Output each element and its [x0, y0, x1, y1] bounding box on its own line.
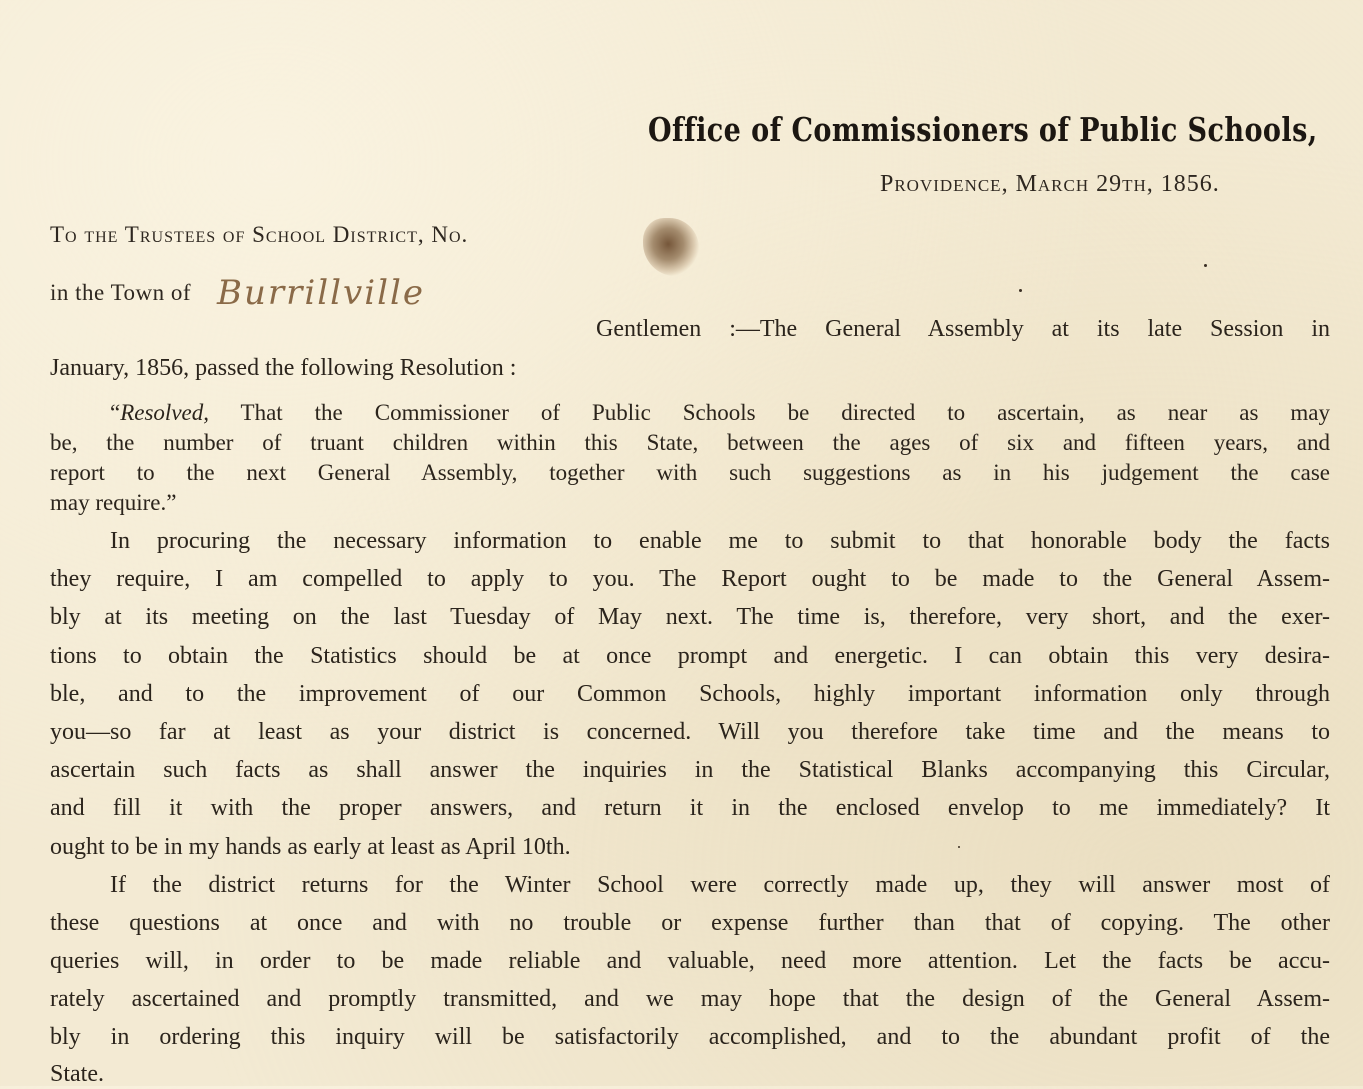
addressee-line-2 — [50, 269, 426, 313]
paragraph2-line: queries will, in order to be made reliable and valuable, need more attention. Let the facts be accu- — [50, 948, 1330, 974]
paragraph2-line: these questions at once and with no trouble or expense further than that of copying. The other — [50, 910, 1330, 936]
resolved-word: Resolved, — [120, 400, 209, 425]
resolution-line: report to the next General Assembly, together with such suggestions as in his judgement the case — [50, 460, 1330, 485]
resolution-line — [110, 398, 1330, 428]
salutation-line: January, 1856, passed the following Resolution : — [50, 355, 517, 381]
town-label: in the Town of — [50, 280, 192, 305]
paragraph2-line: rately ascertained and promptly transmitted, and we may hope that the design of the General Assem- — [50, 986, 1330, 1012]
paragraph2-line: If the district returns for the Winter School were correctly made up, they will answer most of — [110, 872, 1330, 898]
paper-speck — [958, 846, 960, 848]
resolution-line-1-text: That the Commissioner of Public Schools be directed to ascertain, as near as may — [208, 400, 1330, 425]
quote-mark: “ — [110, 400, 121, 425]
paragraph1-line: tions to obtain the Statistics should be at once prompt and energetic. I can obtain this very desira- — [50, 643, 1330, 669]
paragraph1-line: ought to be in my hands as early at least as April 10th. — [50, 834, 571, 860]
paragraph1-line: they require, I am compelled to apply to you. The Report ought to be made to the General Assem- — [50, 566, 1330, 592]
paragraph2-line: bly in ordering this inquiry will be satisfactorily accomplished, and to the abundant profit of the — [50, 1024, 1330, 1050]
handwritten-town-name: Burrillville — [217, 273, 426, 313]
letterhead-title: Office of Commissioners of Public Schools, — [648, 110, 1318, 149]
dateline: Providence, March 29th, 1856. — [880, 171, 1220, 197]
paragraph1-line: and fill it with the proper answers, and return it in the enclosed envelop to me immediately? It — [50, 795, 1330, 821]
salutation-line: Gentlemen :—The General Assembly at its late Session in — [596, 316, 1330, 342]
paper-speck — [1019, 289, 1022, 292]
addressee-line-1: To the Trustees of School District, No. — [50, 222, 469, 247]
paragraph1-line: ascertain such facts as shall answer the inquiries in the Statistical Blanks accompanying this Circular, — [50, 757, 1330, 783]
paragraph1-line: In procuring the necessary information to enable me to submit to that honorable body the facts — [110, 528, 1330, 554]
paragraph1-line: ble, and to the improvement of our Common Schools, highly important information only through — [50, 681, 1330, 707]
paragraph1-line: you—so far at least as your district is concerned. Will you therefore take time and the means to — [50, 719, 1330, 745]
resolution-line: be, the number of truant children within this State, between the ages of six and fifteen years, and — [50, 430, 1330, 455]
handwritten-district-number-ink-mark — [643, 218, 699, 276]
paper-speck — [1204, 264, 1207, 267]
paragraph1-line: bly at its meeting on the last Tuesday of May next. The time is, therefore, very short, and the exer- — [50, 604, 1330, 630]
resolution-line: may require.” — [50, 490, 177, 515]
paragraph2-line: State. — [50, 1061, 104, 1087]
